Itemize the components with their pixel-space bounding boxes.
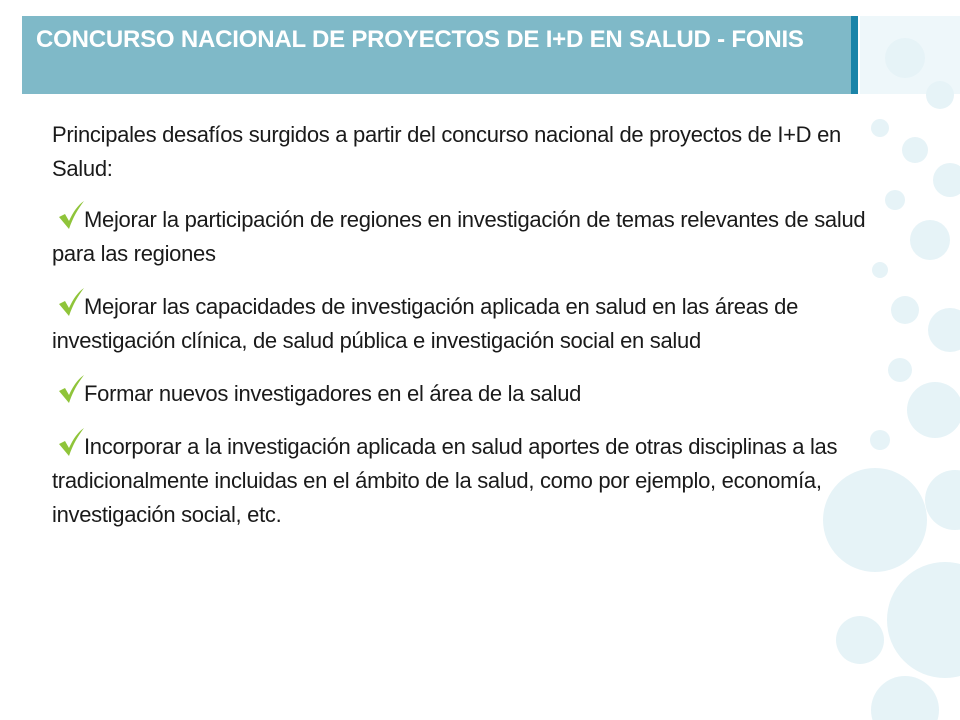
list-item: [52, 200, 892, 271]
list-item-text: Mejorar la participación de regiones en investigación de temas relevantes de salud para las regiones: [52, 207, 866, 266]
checkmark-icon: [56, 287, 86, 317]
list-item-text: Incorporar a la investigación aplicada en salud aportes de otras disciplinas a las tradicionalmente incluidas en el ámbito de la salud, como por ejemplo, economía, investigación social, etc.: [52, 434, 838, 527]
slide-content: [52, 118, 892, 548]
title-accent-stripe: [851, 16, 858, 94]
intro-paragraph: Principales desafíos surgidos a partir del concurso nacional de proyectos de I+D en Salud:: [52, 122, 841, 181]
list-item: [52, 374, 892, 411]
checkmark-icon: [56, 427, 86, 457]
slide-title: CONCURSO NACIONAL DE PROYECTOS DE I+D EN SALUD - FONIS: [36, 26, 804, 53]
list-item-text: Formar nuevos investigadores en el área de la salud: [84, 381, 582, 406]
list-item: [52, 287, 892, 358]
list-item-text: Mejorar las capacidades de investigación aplicada en salud en las áreas de investigación clínica, de salud pública e investigación social en salud: [52, 294, 799, 353]
list-item: [52, 427, 892, 532]
checkmark-icon: [56, 200, 86, 230]
checkmark-icon: [56, 374, 86, 404]
